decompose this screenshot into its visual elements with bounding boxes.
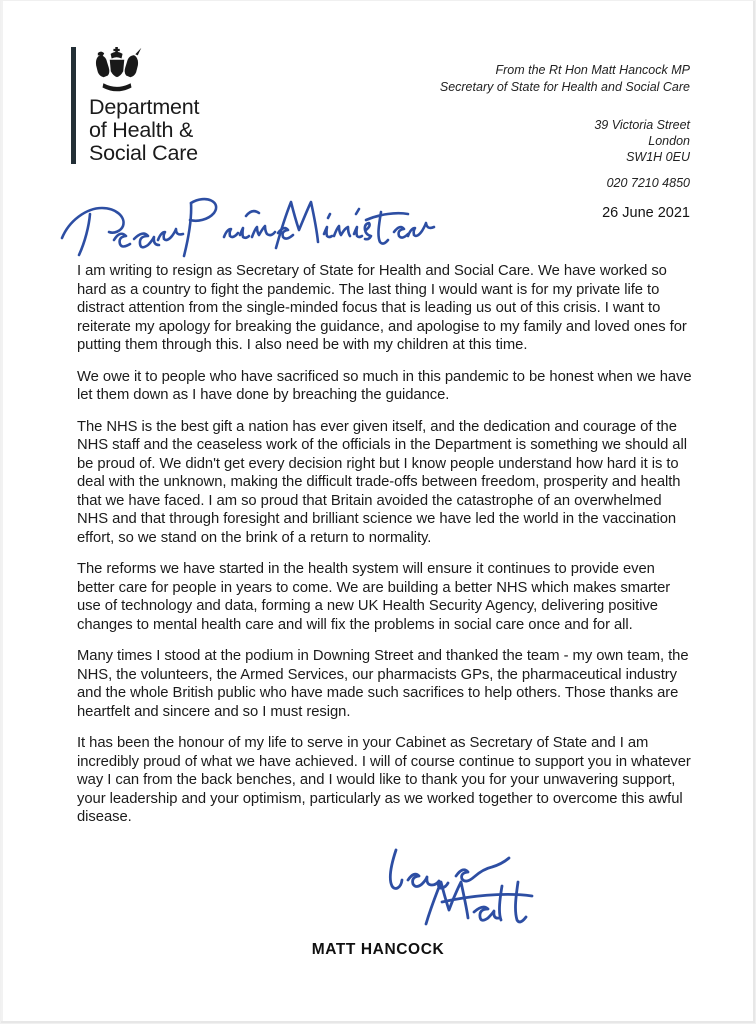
paragraph: The NHS is the best gift a nation has ever given itself, and the dedication and courage of the NHS staff and the ceaseless work of the officials in the Department is something we should all be proud of. We didn't get every decision right but I know people understand how hard it is to deal with the unknown, making the difficult trade-offs between freedom, prosperity and health that we have faced. I am so proud that Britain avoided the catastrophe of an overwhelmed NHS and that through foresight and brilliant science we have led the world in the vaccination effort, so we stand on the brink of a return to normality. (77, 418, 687, 546)
signature-handwriting (414, 874, 589, 944)
address-line: London (648, 134, 690, 148)
paragraph: The reforms we have started in the health system will ensure it continues to provide even better care for people in years to come. We are building a better NHS which makes smarter use of technology and data, forming a new UK Health Security Agency, delivering positive changes to mental health care and will fix the problems in social care once and for all. (77, 561, 671, 633)
letter-body (77, 262, 693, 840)
sender-title-line: Secretary of State for Health and Social Care (439, 80, 690, 94)
address-line: 39 Victoria Street (594, 118, 690, 132)
paragraph: It has been the honour of my life to serve in your Cabinet as Secretary of State and I am incredibly proud of what we have achieved. I will of course continue to support you in whatever way I can from the back benches, and I would like to thank you for your unwavering support, your leadership and your optimism, particularly as we worked together to overcome this awful disease. (77, 735, 691, 825)
dhsc-logo (71, 47, 199, 165)
sender-from-line: From the Rt Hon Matt Hancock MP (495, 63, 690, 77)
logo-content (89, 47, 199, 165)
sender-block (440, 62, 690, 221)
address-line: SW1H 0EU (626, 150, 690, 164)
department-name-line: Social Care (89, 141, 198, 165)
logo-bar (71, 47, 76, 164)
sender-phone: 020 7210 4850 (606, 176, 690, 190)
paragraph: We owe it to people who have sacrificed so much in this pandemic to be honest when we have let them down as I have done by breaching the guidance. (77, 368, 692, 403)
sender-header (440, 62, 690, 96)
department-name (89, 96, 199, 165)
royal-coat-of-arms-icon (89, 47, 145, 93)
sender-address (440, 117, 690, 165)
department-name-line: of Health & (89, 118, 194, 142)
letter-date: 26 June 2021 (602, 205, 690, 221)
typed-signature-name: MATT HANCOCK (311, 941, 445, 958)
paragraph: I am writing to resign as Secretary of State for Health and Social Care. We have worked so hard as a country to fight the pandemic. The last thing I would want is for my private life to distract attention from the single-minded focus that is leading us out of this crisis. I want to reiterate my apology for breaking the guidance, and apologise to my family and loved ones for putting them through this. I also need be with my children at this time. (77, 263, 687, 353)
salutation-handwriting (56, 192, 456, 264)
department-name-line: Department (89, 95, 200, 119)
paragraph: Many times I stood at the podium in Downing Street and thanked the team - my own team, the NHS, the volunteers, the Armed Services, our pharmacists GPs, the pharmaceutical industry and the whole British public who have made such sacrifices to help others. Those thanks are heartfelt and sincere and so I must resign. (77, 648, 689, 720)
